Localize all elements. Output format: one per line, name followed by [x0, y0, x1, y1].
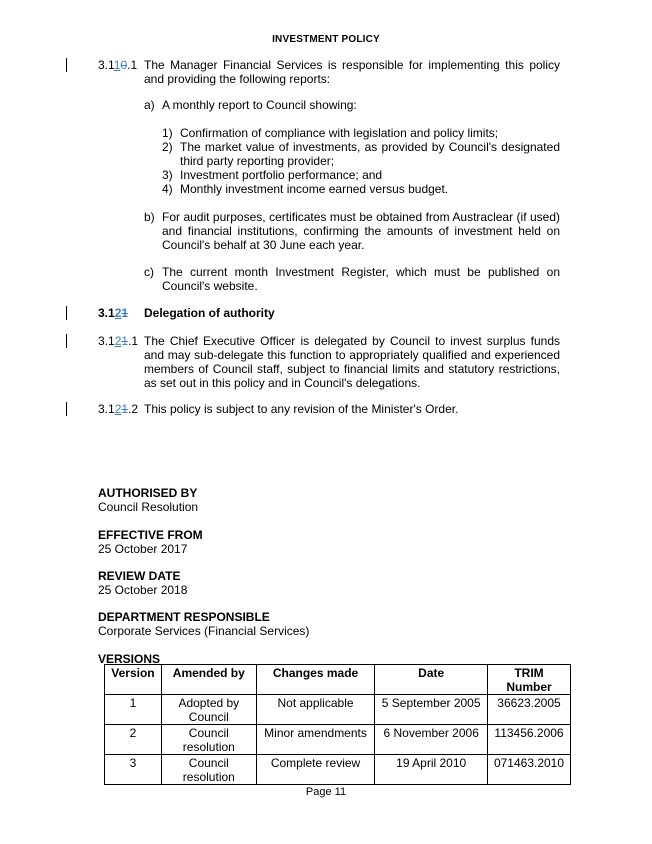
review-date-heading: REVIEW DATE	[98, 569, 181, 583]
list-item-text: The current month Investment Register, which must be published on Council's website.	[162, 265, 560, 293]
versions-table	[104, 664, 571, 785]
change-bar	[66, 58, 67, 72]
table-cell: 113456.2006	[488, 725, 571, 755]
change-bar	[66, 402, 67, 416]
clause-number: 3.110.1	[98, 58, 138, 72]
clause-number: 3.121.2	[98, 402, 139, 416]
table-cell: 19 April 2010	[375, 755, 488, 785]
department-value: Corporate Services (Financial Services)	[98, 624, 310, 638]
page-header: INVESTMENT POLICY	[272, 34, 380, 45]
list-item-text: For audit purposes, certificates must be obtained from Austraclear (if used) and financial institutions, confirming the amounts of investment held on Council's behalf at 30 June each year.	[162, 210, 560, 252]
authorised-by-heading: AUTHORISED BY	[98, 486, 198, 500]
section-title: Delegation of authority	[144, 306, 275, 320]
list-label: b)	[144, 210, 155, 224]
section-number: 3.121	[98, 306, 129, 320]
column-header: Date	[375, 665, 488, 695]
clause-text: This policy is subject to any revision of the Minister's Order.	[144, 402, 459, 416]
clause-text: The Manager Financial Services is responsible for implementing this policy and providing the following reports:	[144, 58, 560, 86]
authorised-by-value: Council Resolution	[98, 500, 199, 514]
table-cell: 6 November 2006	[375, 725, 488, 755]
list-label: a)	[144, 98, 155, 112]
page-number: Page 11	[305, 786, 347, 798]
table-cell: Council resolution	[161, 755, 256, 785]
change-bar	[66, 334, 67, 348]
review-date-value: 25 October 2018	[98, 583, 188, 597]
change-bar	[66, 306, 67, 320]
versions-heading: VERSIONS	[98, 652, 161, 666]
numbered-label: 3)	[162, 168, 173, 182]
table-cell: 3	[105, 755, 162, 785]
table-cell: 071463.2010	[488, 755, 571, 785]
clause-number: 3.121.1	[98, 334, 139, 348]
column-header: Amended by	[161, 665, 256, 695]
table-cell: Council resolution	[161, 725, 256, 755]
numbered-label: 1)	[162, 126, 173, 140]
table-row	[105, 695, 571, 725]
table-cell: 5 September 2005	[375, 695, 488, 725]
table-row	[105, 725, 571, 755]
effective-from-heading: EFFECTIVE FROM	[98, 528, 203, 542]
table-row	[105, 755, 571, 785]
column-header: Changes made	[256, 665, 375, 695]
table-cell: Not applicable	[256, 695, 375, 725]
table-cell: Minor amendments	[256, 725, 375, 755]
column-header: Version	[105, 665, 162, 695]
table-cell: Adopted by Council	[161, 695, 256, 725]
list-label: c)	[144, 265, 154, 279]
numbered-item: Confirmation of compliance with legislation and policy limits;	[180, 126, 499, 140]
table-cell: 36623.2005	[488, 695, 571, 725]
table-cell: 2	[105, 725, 162, 755]
list-item-text: A monthly report to Council showing:	[162, 98, 357, 112]
effective-from-value: 25 October 2017	[98, 542, 188, 556]
numbered-item: The market value of investments, as provided by Council's designated third party reporting provider;	[180, 140, 560, 168]
column-header: TRIM Number	[488, 665, 571, 695]
department-heading: DEPARTMENT RESPONSIBLE	[98, 610, 270, 624]
numbered-item: Monthly investment income earned versus budget.	[180, 182, 449, 196]
clause-text: The Chief Executive Officer is delegated by Council to invest surplus funds and may sub-delegate this function to appropriately qualified and experienced members of Council staff, subject to financial limits and statutory restrictions, as set out in this policy and in Council's delegations.	[144, 334, 560, 390]
table-cell: 1	[105, 695, 162, 725]
numbered-label: 2)	[162, 140, 173, 154]
numbered-label: 4)	[162, 182, 173, 196]
table-header-row	[105, 665, 571, 695]
table-cell: Complete review	[256, 755, 375, 785]
numbered-item: Investment portfolio performance; and	[180, 168, 383, 182]
